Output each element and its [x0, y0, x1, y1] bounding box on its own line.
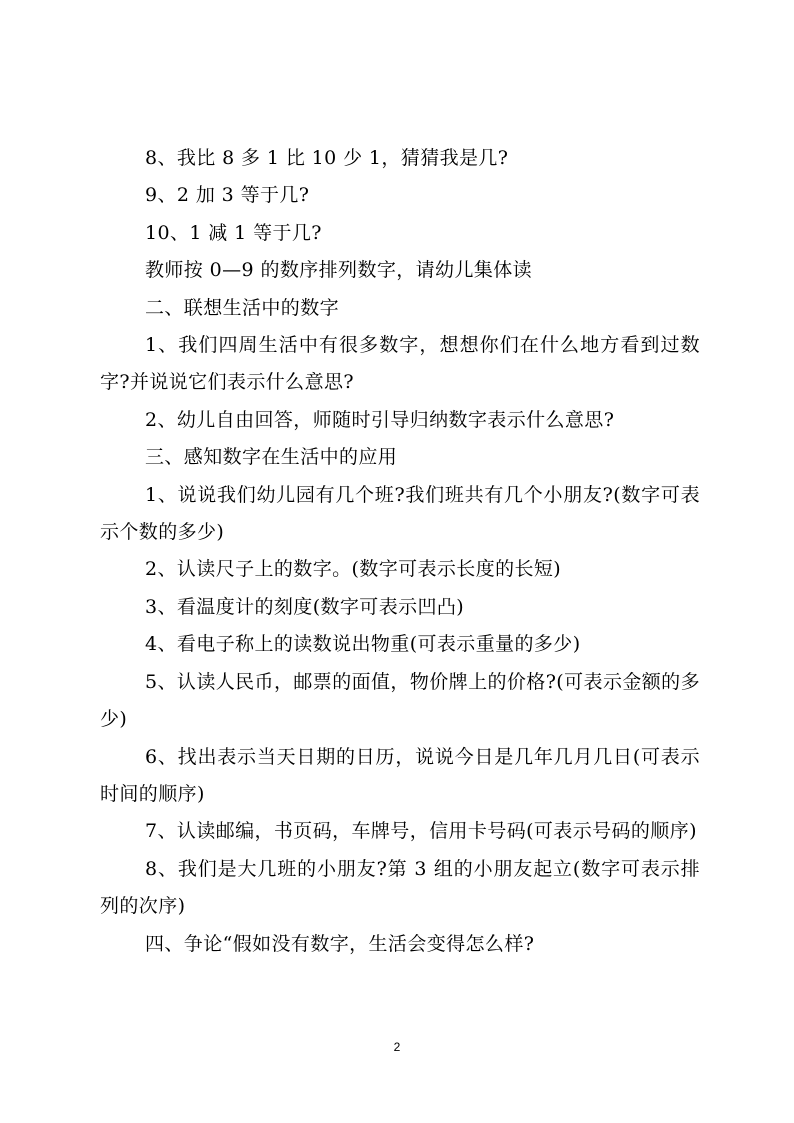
paragraph: 7、认读邮编，书页码，车牌号，信用卡号码(可表示号码的顺序)	[145, 820, 697, 843]
paragraph: 8、我们是大几班的小朋友?第 3 组的小朋友起立(数字可表示排列的次序)	[100, 857, 700, 918]
section-heading: 二、联想生活中的数字	[145, 296, 340, 319]
section-heading: 四、争论“假如没有数字，生活会变得怎么样?	[145, 932, 535, 955]
paragraph: 教师按 0—9 的数序排列数字，请幼儿集体读	[145, 259, 533, 282]
document-body	[100, 140, 700, 963]
page-number: 2	[393, 1040, 401, 1054]
paragraph: 9、2 加 3 等于几?	[145, 184, 310, 207]
paragraph: 5、认读人民币，邮票的面值，物价牌上的价格?(可表示金额的多少)	[100, 670, 700, 731]
paragraph: 2、认读尺子上的数字。(数字可表示长度的长短)	[145, 558, 562, 581]
section-heading: 三、感知数字在生活中的应用	[145, 446, 398, 469]
paragraph: 10、1 减 1 等于几?	[145, 221, 322, 244]
paragraph: 1、我们四周生活中有很多数字，想想你们在什么地方看到过数字?并说说它们表示什么意思?	[100, 334, 700, 394]
paragraph: 4、看电子称上的读数说出物重(可表示重量的多少)	[145, 633, 581, 656]
paragraph: 3、看温度计的刻度(数字可表示凹凸)	[145, 595, 465, 618]
paragraph: 6、找出表示当天日期的日历，说说今日是几年几月几日(可表示时间的顺序)	[100, 745, 700, 805]
paragraph: 8、我比 8 多 1 比 10 少 1，猜猜我是几?	[145, 147, 509, 169]
paragraph: 1、说说我们幼儿园有几个班?我们班共有几个小朋友?(数字可表示个数的多少)	[100, 483, 700, 544]
paragraph: 2、幼儿自由回答，师随时引导归纳数字表示什么意思?	[145, 408, 615, 431]
